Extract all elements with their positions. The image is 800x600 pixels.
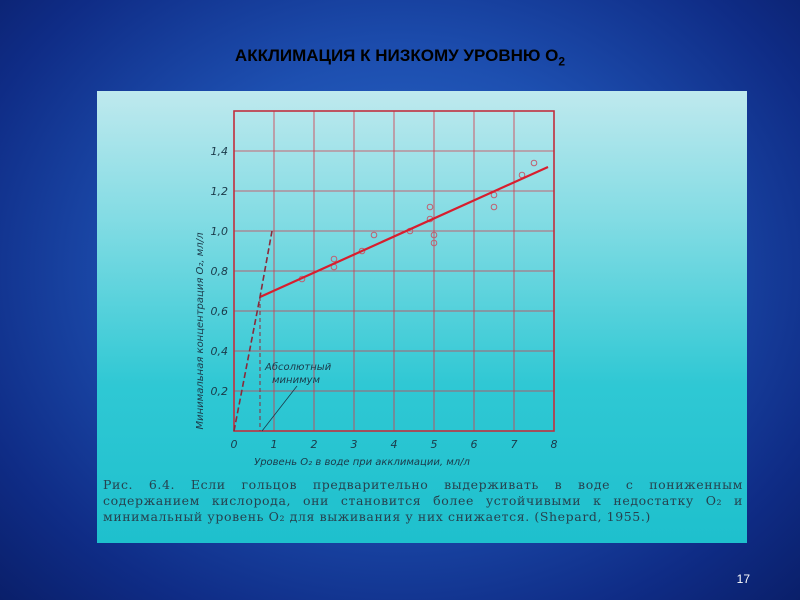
absolute-minimum-line	[234, 231, 272, 431]
page-number: 17	[736, 572, 750, 586]
y-tick-label: 0,8	[210, 265, 228, 278]
slide-title-text: АККЛИМАЦИЯ К НИЗКОМУ УРОВНЮ О	[234, 46, 559, 65]
figure-image	[97, 91, 747, 543]
regression-line	[260, 167, 548, 297]
slide-title	[0, 46, 800, 68]
x-tick-label: 3	[350, 438, 358, 451]
figure-caption: Рис. 6.4. Если гольцов предварительно выдерживать в воде с пониженным содержанием кислорода, они становится более устойчивыми к недостатку О₂ и минимальный уровень О₂ для выживания у них снижается. (Shepard, 1955.)	[103, 477, 743, 524]
y-tick-label: 1,0	[210, 225, 228, 238]
y-tick-label: 0,6	[210, 305, 228, 318]
slide-title-subscript: 2	[558, 54, 566, 69]
data-point	[531, 160, 537, 166]
y-tick-label: 0,4	[210, 345, 228, 358]
y-tick-label: 0,2	[210, 385, 228, 398]
data-point	[371, 232, 377, 238]
x-tick-label: 8	[550, 438, 558, 451]
annotation-line-1: Абсолютный	[265, 362, 332, 373]
x-tick-label: 5	[430, 438, 438, 451]
y-axis-title: Минимальная концентрация О₂, мл/л	[195, 232, 206, 430]
y-tick-label: 1,2	[210, 185, 228, 198]
chart-series	[234, 160, 548, 431]
x-tick-label: 0	[230, 438, 238, 451]
annotation-line-2: минимум	[272, 375, 321, 386]
x-tick-label: 2	[310, 438, 318, 451]
x-tick-label: 4	[390, 438, 398, 451]
annotation-pointer	[262, 386, 297, 431]
chart	[97, 91, 747, 476]
x-tick-label: 7	[510, 438, 518, 451]
x-tick-label: 1	[270, 438, 278, 451]
y-tick-label: 1,4	[210, 145, 228, 158]
x-tick-label: 6	[470, 438, 478, 451]
data-point	[427, 204, 433, 210]
data-point	[491, 204, 497, 210]
data-point	[331, 256, 337, 262]
x-axis-title: Уровень О₂ в воде при акклимации, мл/л	[254, 457, 470, 468]
